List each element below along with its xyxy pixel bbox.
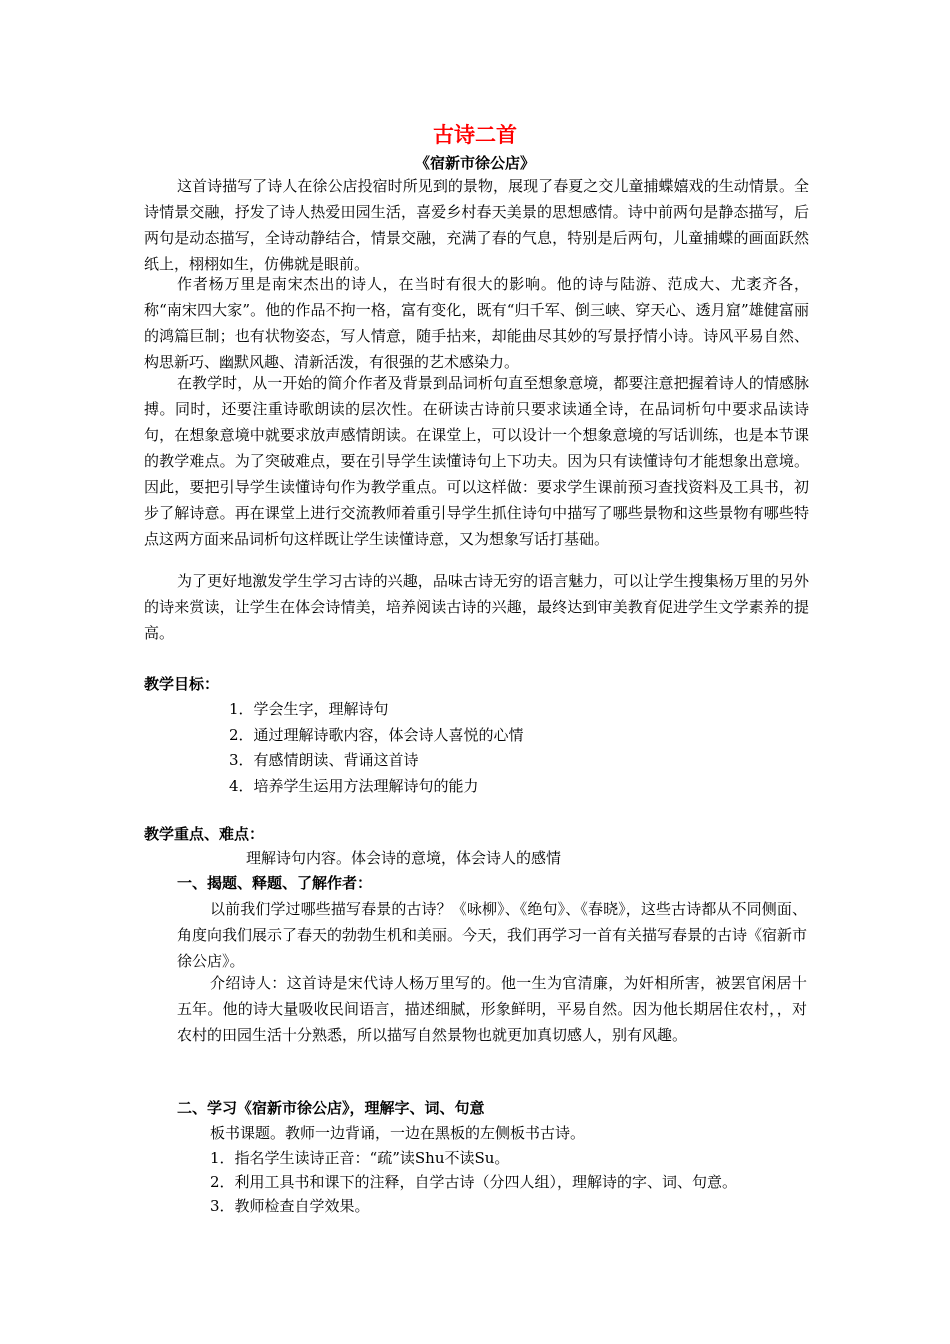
key-points-text: 理解诗句内容。体会诗的意境，体会诗人的感情 <box>246 849 562 867</box>
section2-step: 3．教师检查自学效果。 <box>210 1197 370 1215</box>
key-points-heading: 教学重点、难点： <box>144 825 265 843</box>
section2-step: 2．利用工具书和课下的注释，自学古诗（分四人组），理解诗的字、词、句意。 <box>210 1173 738 1191</box>
intro-paragraph-2: 作者杨万里是南宋杰出的诗人，在当时有很大的影响。他的诗与陆游、范成大、尤袤齐各，称“南宋四大家”。他的作品不拘一格，富有变化，既有“归千军、倒三峡、穿天心、透月窟”雄健富丽的鸿篇巨制；也有状物姿态，写人情意，随手拈来，却能曲尽其妙的写景抒情小诗。诗风平易自然、构思新巧、幽默风趣、清新活泼，有很强的艺术感染力。 <box>144 275 809 371</box>
goals-list <box>229 697 524 799</box>
goal-item: 3．有感情朗读、背诵这首诗 <box>229 751 419 769</box>
document-title: 古诗二首 <box>433 123 517 147</box>
goal-item: 2．通过理解诗歌内容，体会诗人喜悦的心情 <box>229 725 524 744</box>
goal-item: 4．培养学生运用方法理解诗句的能力 <box>229 776 479 795</box>
section2-intro: 板书课题。教师一边背诵，一边在黑板的左侧板书古诗。 <box>210 1124 586 1142</box>
goal-item: 1．学会生字，理解诗句 <box>229 700 389 718</box>
intro-paragraph-3: 在教学时，从一开始的简介作者及背景到品词析句直至想象意境，都要注意把握着诗人的情感脉搏。同时，还要注重诗歌朗读的层次性。在研读古诗前只要求读通全诗，在品词析句中要求品读诗句，在想象意境中就要求放声感情朗读。在课堂上，可以设计一个想象意境的写话训练，也是本节课的教学难点。为了突破难点，要在引导学生读懂诗句上下功夫。因为只有读懂诗句才能想象出意境。因此，要把引导学生读懂诗句作为教学重点。可以这样做：要求学生课前预习查找资料及工具书，初步了解诗意。再在课堂上进行交流教师着重引导学生抓住诗句中描写了哪些景物和这些景物有哪些特点这两方面来品词析句这样既让学生读懂诗意，又为想象写话打基础。 <box>144 374 809 548</box>
goals-heading: 教学目标： <box>144 675 220 693</box>
section2-heading: 二、学习《宿新市徐公店》，理解字、词、句意 <box>177 1099 485 1117</box>
section1-paragraph-2: 介绍诗人：这首诗是宋代诗人杨万里写的。他一生为官清廉，为奸相所害，被罢官闲居十五年。他的诗大量吸收民间语言，描述细腻，形象鲜明，平易自然。因为他长期居住农村，，对农村的田园生活十分熟悉，所以描写自然景物也就更加真切感人，别有风趣。 <box>177 974 807 1044</box>
section2-step: 1．指名学生读诗正音：“疏”读Shu不读Su。 <box>210 1149 510 1167</box>
section1-heading: 一、揭题、释题、了解作者： <box>177 874 373 892</box>
intro-paragraph-1: 这首诗描写了诗人在徐公店投宿时所见到的景物，展现了春夏之交儿童捕蝶嬉戏的生动情景。全诗情景交融，抒发了诗人热爱田园生活，喜爱乡村春天美景的思想感情。诗中前两句是静态描写，后两句是动态描写，全诗动静结合，情景交融，充满了春的气息，特别是后两句，儿童捕蝶的画面跃然纸上，栩栩如生，仿佛就是眼前。 <box>144 177 809 273</box>
section1-paragraph-1: 以前我们学过哪些描写春景的古诗？《咏柳》、《绝句》、《春晓》，这些古诗都从不同侧面、角度向我们展示了春天的勃勃生机和美丽。今天，我们再学习一首有关描写春景的古诗《宿新市徐公店》。 <box>177 900 808 970</box>
poem-title: 《宿新市徐公店》 <box>414 154 535 172</box>
intro-paragraph-4: 为了更好地激发学生学习古诗的兴趣，品味古诗无穷的语言魅力，可以让学生搜集杨万里的另外的诗来赏读，让学生在体会诗情美，培养阅读古诗的兴趣，最终达到审美教育促进学生文学素养的提高。 <box>144 572 809 642</box>
